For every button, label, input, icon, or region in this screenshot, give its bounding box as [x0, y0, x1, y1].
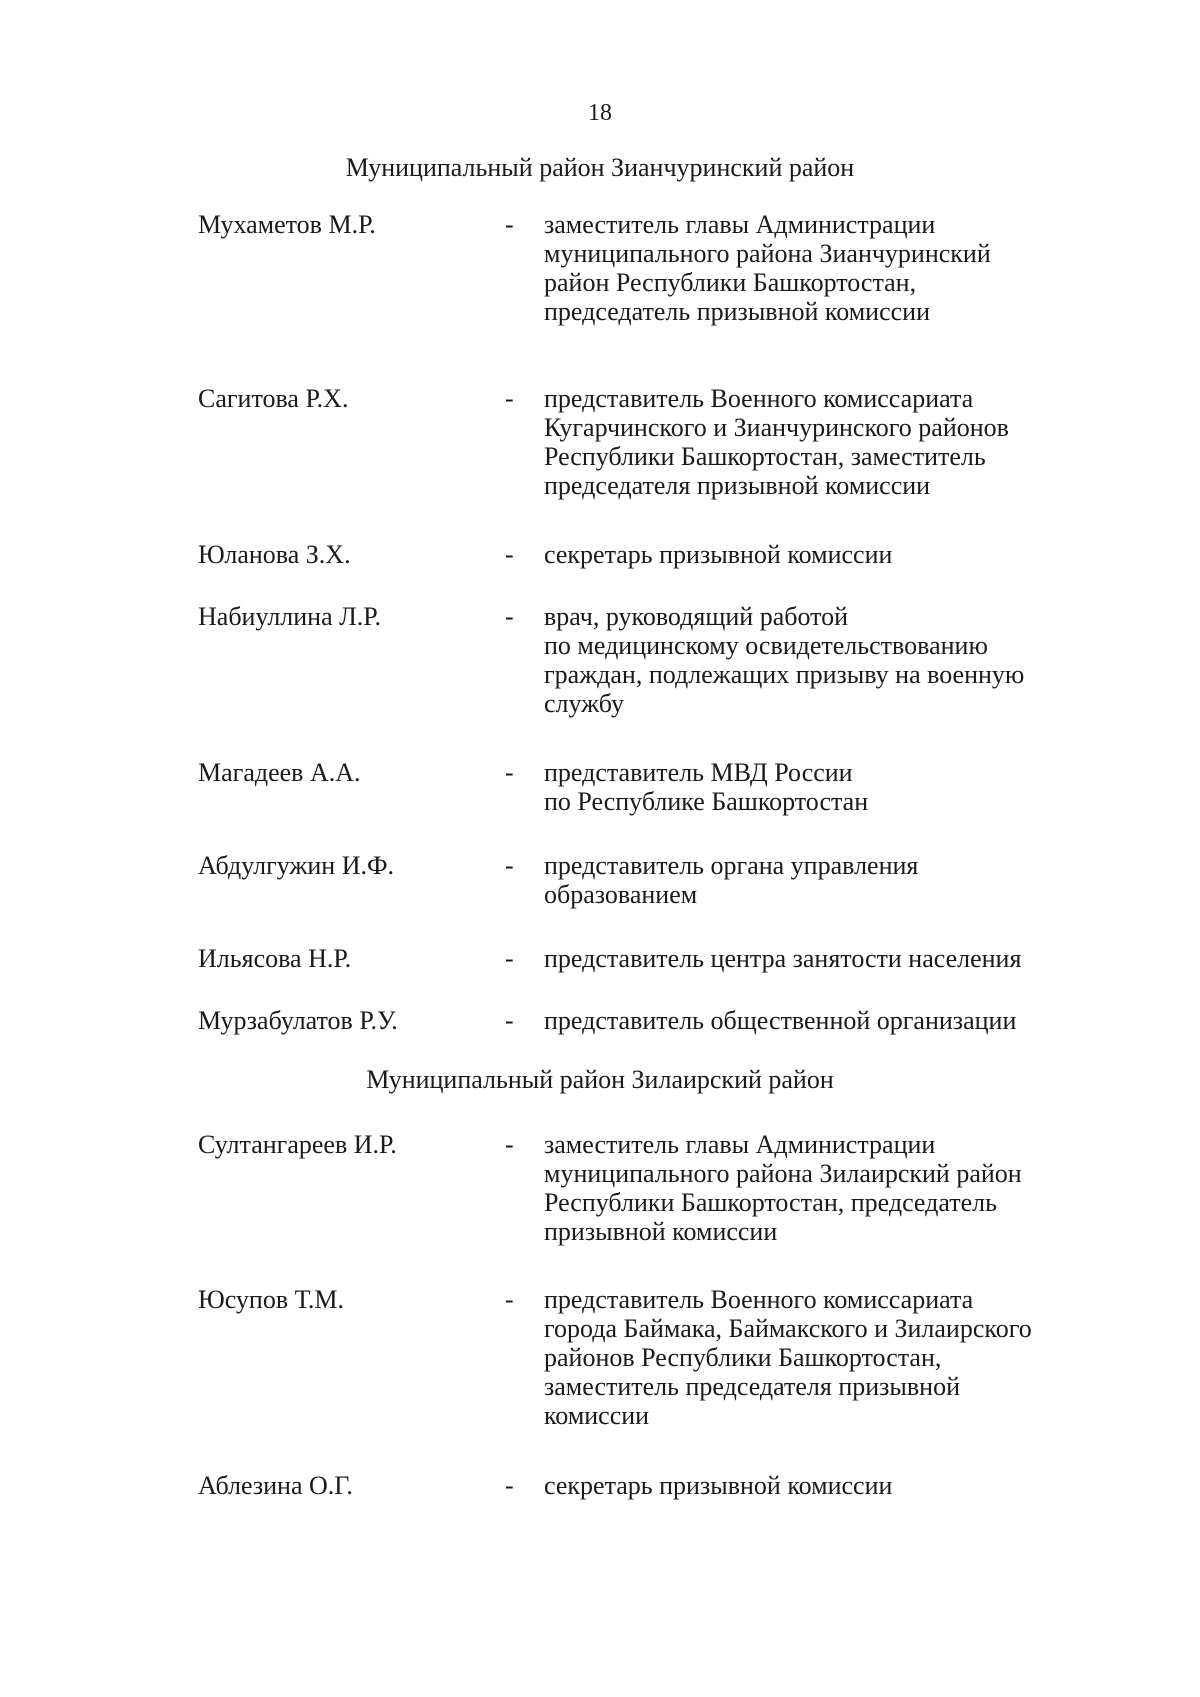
dash-separator: -: [505, 944, 514, 973]
member-name: Юланова З.Х.: [198, 540, 351, 569]
member-name: Набиуллина Л.Р.: [198, 602, 381, 631]
member-role: секретарь призывной комиссии: [544, 540, 893, 569]
page-number: 18: [588, 100, 612, 126]
dash-separator: -: [505, 210, 514, 239]
member-name: Мухаметов М.Р.: [198, 210, 376, 239]
member-name: Аблезина О.Г.: [198, 1471, 353, 1500]
member-name: Абдулгужин И.Ф.: [198, 851, 395, 880]
dash-separator: -: [505, 602, 514, 631]
member-name: Сагитова Р.Х.: [198, 384, 349, 413]
section-title-zianchurinsky: Муниципальный район Зианчуринский район: [345, 153, 855, 182]
section-title-zilairsky: Муниципальный район Зилаирский район: [366, 1065, 834, 1094]
dash-separator: -: [505, 1006, 514, 1035]
member-role: представитель центра занятости населения: [544, 944, 1022, 973]
dash-separator: -: [505, 1130, 514, 1159]
member-role: заместитель главы Администрации муниципального района Зилаирский район Республики Башкортостан, председатель призывной комиссии: [544, 1130, 1022, 1246]
dash-separator: -: [505, 758, 514, 787]
dash-separator: -: [505, 1471, 514, 1500]
member-name: Султангареев И.Р.: [198, 1130, 397, 1159]
member-name: Юсупов Т.М.: [198, 1285, 345, 1314]
member-role: врач, руководящий работой по медицинскому освидетельствованию граждан, подлежащих призыву на военную службу: [544, 602, 1025, 718]
dash-separator: -: [505, 384, 514, 413]
dash-separator: -: [505, 540, 514, 569]
member-role: представитель органа управления образованием: [544, 851, 919, 909]
member-role: заместитель главы Администрации муниципального района Зианчуринский район Республики Башкортостан, председатель призывной комиссии: [544, 210, 991, 326]
dash-separator: -: [505, 851, 514, 880]
member-name: Мурзабулатов Р.У.: [198, 1006, 398, 1035]
member-name: Магадеев А.А.: [198, 758, 361, 787]
dash-separator: -: [505, 1285, 514, 1314]
member-name: Ильясова Н.Р.: [198, 944, 352, 973]
member-role: представитель МВД России по Республике Башкортостан: [544, 758, 869, 816]
member-role: представитель Военного комиссариата города Баймака, Баймакского и Зилаирского районов Республики Башкортостан, заместитель председателя призывной комиссии: [544, 1285, 1032, 1430]
member-role: секретарь призывной комиссии: [544, 1471, 893, 1500]
member-role: представитель общественной организации: [544, 1006, 1017, 1035]
member-role: представитель Военного комиссариата Кугарчинского и Зианчуринского районов Республики Башкортостан, заместитель председателя призывной комиссии: [544, 384, 1009, 500]
